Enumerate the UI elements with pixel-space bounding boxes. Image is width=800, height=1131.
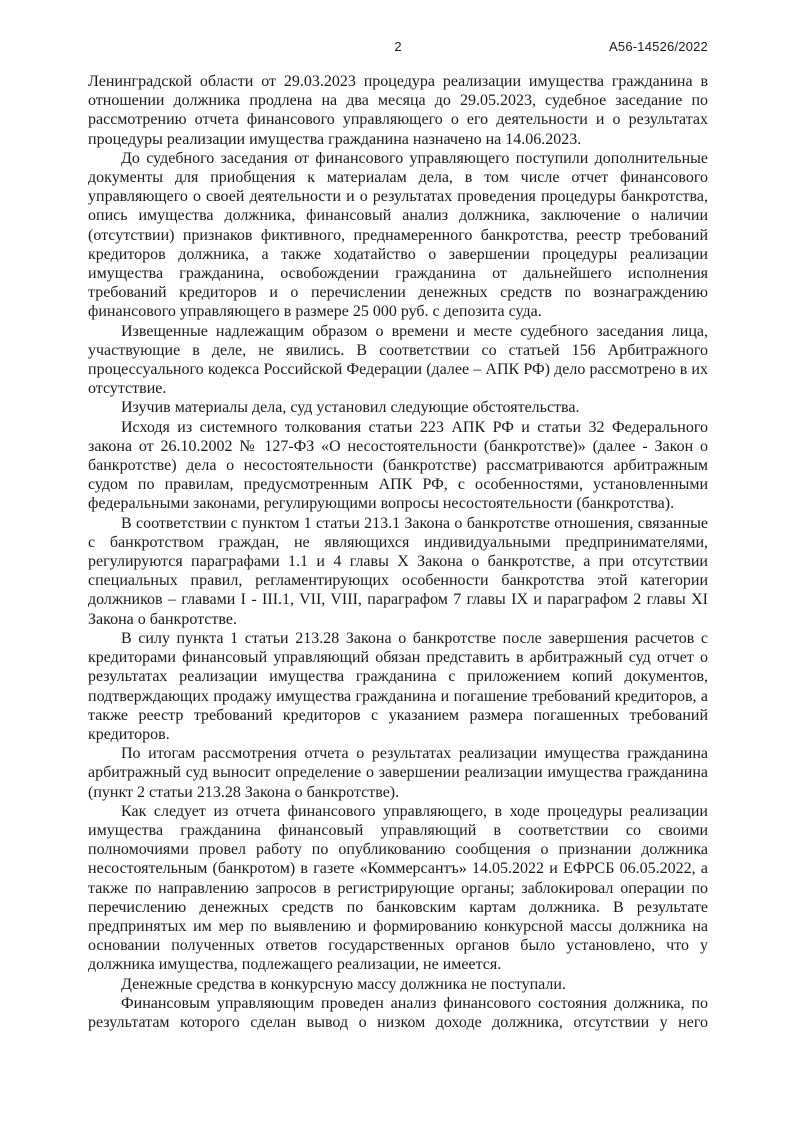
document-body [88,72,708,1032]
paragraph: До судебного заседания от финансового управляющего поступили дополнительные документы для приобщения к материалам дела, в том числе отчет финансового управляющего о своей деятельности и о результатах проведения процедуры банкротства, опись имущества должника, финансовый анализ должника, заключение о наличии (отсутствии) признаков фиктивного, преднамеренного банкротства, реестр требований кредиторов должника, а также ходатайство о завершении процедуры реализации имущества гражданина, освобождении гражданина от дальнейшего исполнения требований кредиторов и о перечислении денежных средств по вознаграждению финансового управляющего в размере 25 000 руб. с депозита суда. [88,149,708,321]
paragraph: Исходя из системного толкования статьи 223 АПК РФ и статьи 32 Федерального закона от 26.10.2002 № 127-ФЗ «О несостоятельности (банкротстве)» (далее - Закон о банкротстве) дела о несостоятельности (банкротстве) рассматриваются арбитражным судом по правилам, предусмотренным АПК РФ, с особенностями, установленными федеральными законами, регулирующими вопросы несостоятельности (банкротства). [88,418,708,513]
paragraph: Финансовым управляющим проведен анализ финансового состояния должника, по результатам которого сделан вывод о низком доходе должника, отсутствии у него [88,994,708,1031]
paragraph: Денежные средства в конкурсную массу должника не поступали. [121,975,566,993]
page-header [88,40,708,56]
paragraph: По итогам рассмотрения отчета о результатах реализации имущества гражданина арбитражный суд выносит определение о завершении реализации имущества гражданина (пункт 2 статьи 213.28 Закона о банкротстве). [88,745,708,801]
case-number: А56-14526/2022 [609,39,708,54]
paragraph: Как следует из отчета финансового управляющего, в ходе процедуры реализации имущества гражданина финансовый управляющий в соответствии со своими полномочиями провел работу по опубликованию сообщения о признании должника несостоятельным (банкротом) в газете «Коммерсантъ» 14.05.2022 и ЕФРСБ 06.05.2022, а также по направлению запросов в регистрирующие органы; заблокировал операции по перечислению денежных средств по банковским картам должника. В результате предпринятых им мер по выявлению и формированию конкурсной массы должника на основании полученных ответов государственных органов было установлено, что у должника имущества, подлежащего реализации, не имеется. [88,802,708,974]
paragraph: Изучив материалы дела, суд установил следующие обстоятельства. [121,399,580,417]
page-number: 2 [394,39,402,54]
paragraph: В силу пункта 1 статьи 213.28 Закона о банкротстве после завершения расчетов с кредиторами финансовый управляющий обязан представить в арбитражный суд отчет о результатах реализации имущества гражданина с приложением копий документов, подтверждающих продажу имущества гражданина и погашение требований кредиторов, а также реестр требований кредиторов с указанием размера погашенных требований кредиторов. [88,629,708,743]
paragraph: Извещенные надлежащим образом о времени и месте судебного заседания лица, участвующие в деле, не явились. В соответствии со статьей 156 Арбитражного процессуального кодекса Российской Федерации (далее – АПК РФ) дело рассмотрено в их отсутствие. [88,322,708,398]
paragraph: Ленинградской области от 29.03.2023 процедура реализации имущества гражданина в отношении должника продлена на два месяца до 29.05.2023, судебное заседание по рассмотрению отчета финансового управляющего о его деятельности и о результатах процедуры реализации имущества гражданина назначено на 14.06.2023. [88,73,708,148]
paragraph: В соответствии с пунктом 1 статьи 213.1 Закона о банкротстве отношения, связанные с банкротством граждан, не являющихся индивидуальными предпринимателями, регулируются параграфами 1.1 и 4 главы X Закона о банкротстве, а при отсутствии специальных правил, регламентирующих особенности банкротства этой категории должников – главами I - III.1, VII, VIII, параграфом 7 главы IX и параграфом 2 главы XI Закона о банкротстве. [88,514,708,628]
